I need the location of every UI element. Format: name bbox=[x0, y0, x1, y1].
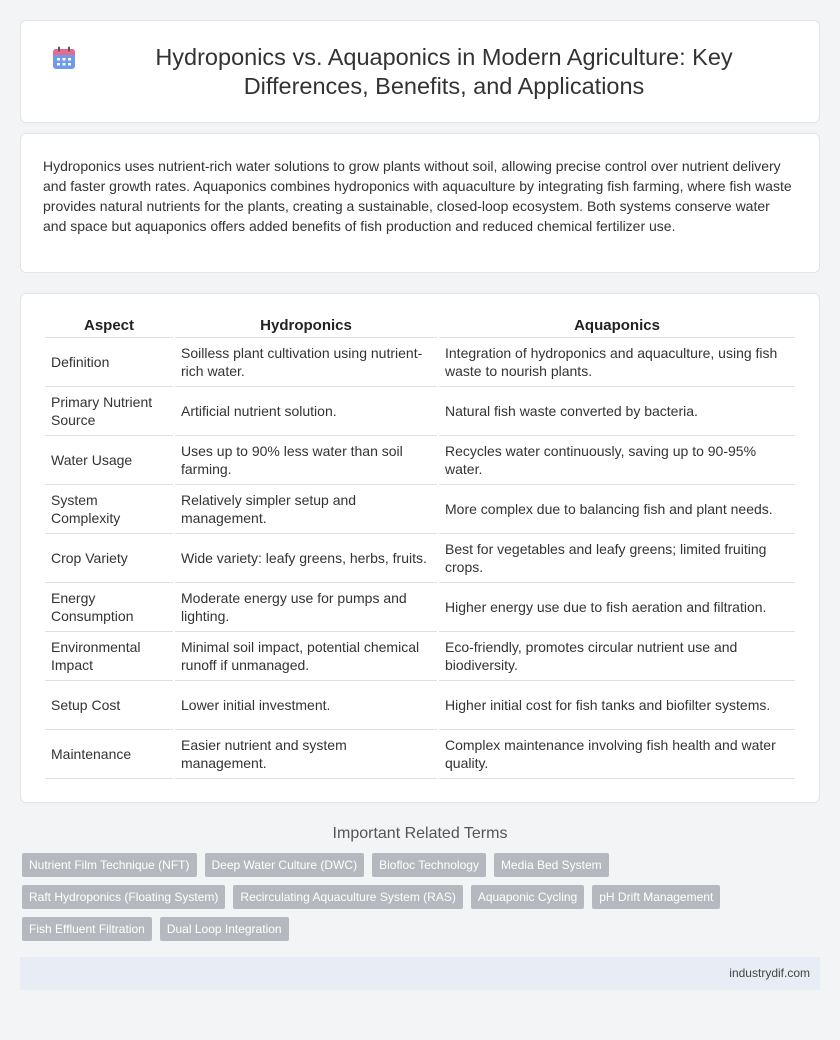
cell-aspect: Energy Consumption bbox=[45, 583, 173, 632]
table-row bbox=[45, 534, 795, 583]
tag-ras[interactable]: Recirculating Aquaculture System (RAS) bbox=[233, 885, 462, 909]
cell-aquaponics: Higher energy use due to fish aeration and filtration. bbox=[439, 583, 795, 632]
table-header-row bbox=[45, 314, 795, 338]
page-title: Hydroponics vs. Aquaponics in Modern Agriculture: Key Differences, Benefits, and Applications bbox=[155, 43, 733, 99]
cell-aspect: Setup Cost bbox=[45, 681, 173, 730]
cell-hydroponics: Wide variety: leafy greens, herbs, fruits. bbox=[175, 534, 437, 583]
related-terms-section bbox=[0, 825, 840, 941]
cell-aspect: Crop Variety bbox=[45, 534, 173, 583]
cell-aspect: Primary Nutrient Source bbox=[45, 387, 173, 436]
header-card bbox=[20, 20, 820, 123]
table-row bbox=[45, 485, 795, 534]
cell-aquaponics: Higher initial cost for fish tanks and biofilter systems. bbox=[439, 681, 795, 730]
comparison-table bbox=[43, 314, 797, 779]
related-terms-tags bbox=[22, 853, 818, 941]
tag-media-bed[interactable]: Media Bed System bbox=[494, 853, 609, 877]
cell-aquaponics: Best for vegetables and leafy greens; limited fruiting crops. bbox=[439, 534, 795, 583]
table-row bbox=[45, 583, 795, 632]
calendar-icon bbox=[51, 45, 77, 71]
cell-aquaponics: Eco-friendly, promotes circular nutrient use and biodiversity. bbox=[439, 632, 795, 681]
header-aquaponics: Aquaponics bbox=[439, 314, 795, 338]
title-wrap bbox=[51, 43, 789, 101]
cell-hydroponics: Moderate energy use for pumps and lighting. bbox=[175, 583, 437, 632]
cell-aspect: Environmental Impact bbox=[45, 632, 173, 681]
table-row bbox=[45, 730, 795, 779]
tag-aquaponic-cycling[interactable]: Aquaponic Cycling bbox=[471, 885, 584, 909]
tag-dual-loop[interactable]: Dual Loop Integration bbox=[160, 917, 289, 941]
intro-card bbox=[20, 133, 820, 273]
footer bbox=[20, 957, 820, 990]
cell-aquaponics: Recycles water continuously, saving up to 90-95% water. bbox=[439, 436, 795, 485]
cell-aquaponics: More complex due to balancing fish and plant needs. bbox=[439, 485, 795, 534]
cell-aquaponics: Integration of hydroponics and aquaculture, using fish waste to nourish plants. bbox=[439, 338, 795, 387]
tag-biofloc[interactable]: Biofloc Technology bbox=[372, 853, 486, 877]
footer-site-link[interactable]: industrydif.com bbox=[729, 966, 810, 980]
related-terms-title: Important Related Terms bbox=[332, 825, 508, 842]
cell-hydroponics: Easier nutrient and system management. bbox=[175, 730, 437, 779]
tag-raft-hydroponics[interactable]: Raft Hydroponics (Floating System) bbox=[22, 885, 225, 909]
tag-nft[interactable]: Nutrient Film Technique (NFT) bbox=[22, 853, 197, 877]
tag-ph-drift[interactable]: pH Drift Management bbox=[592, 885, 720, 909]
cell-hydroponics: Minimal soil impact, potential chemical runoff if unmanaged. bbox=[175, 632, 437, 681]
tag-fish-effluent[interactable]: Fish Effluent Filtration bbox=[22, 917, 152, 941]
table-row bbox=[45, 681, 795, 730]
cell-aspect: Definition bbox=[45, 338, 173, 387]
cell-hydroponics: Soilless plant cultivation using nutrient-rich water. bbox=[175, 338, 437, 387]
header-aspect: Aspect bbox=[45, 314, 173, 338]
table-row bbox=[45, 632, 795, 681]
comparison-table-card bbox=[20, 293, 820, 803]
cell-aquaponics: Natural fish waste converted by bacteria. bbox=[439, 387, 795, 436]
cell-hydroponics: Lower initial investment. bbox=[175, 681, 437, 730]
intro-text: Hydroponics uses nutrient-rich water solutions to grow plants without soil, allowing precise control over nutrient delivery and faster growth rates. Aquaponics combines hydroponics with aquaculture by integrating fish farming, where fish waste provides natural nutrients for the plants, creating a sustainable, closed-loop ecosystem. Both systems conserve water and space but aquaponics offers added benefits of fish production and reduced chemical fertilizer use. bbox=[43, 158, 792, 234]
cell-aspect: Water Usage bbox=[45, 436, 173, 485]
cell-aspect: System Complexity bbox=[45, 485, 173, 534]
table-row bbox=[45, 338, 795, 387]
table-row bbox=[45, 436, 795, 485]
cell-hydroponics: Relatively simpler setup and management. bbox=[175, 485, 437, 534]
cell-hydroponics: Artificial nutrient solution. bbox=[175, 387, 437, 436]
cell-aquaponics: Complex maintenance involving fish health and water quality. bbox=[439, 730, 795, 779]
cell-hydroponics: Uses up to 90% less water than soil farming. bbox=[175, 436, 437, 485]
table-row bbox=[45, 387, 795, 436]
tag-dwc[interactable]: Deep Water Culture (DWC) bbox=[205, 853, 365, 877]
header-hydroponics: Hydroponics bbox=[175, 314, 437, 338]
cell-aspect: Maintenance bbox=[45, 730, 173, 779]
